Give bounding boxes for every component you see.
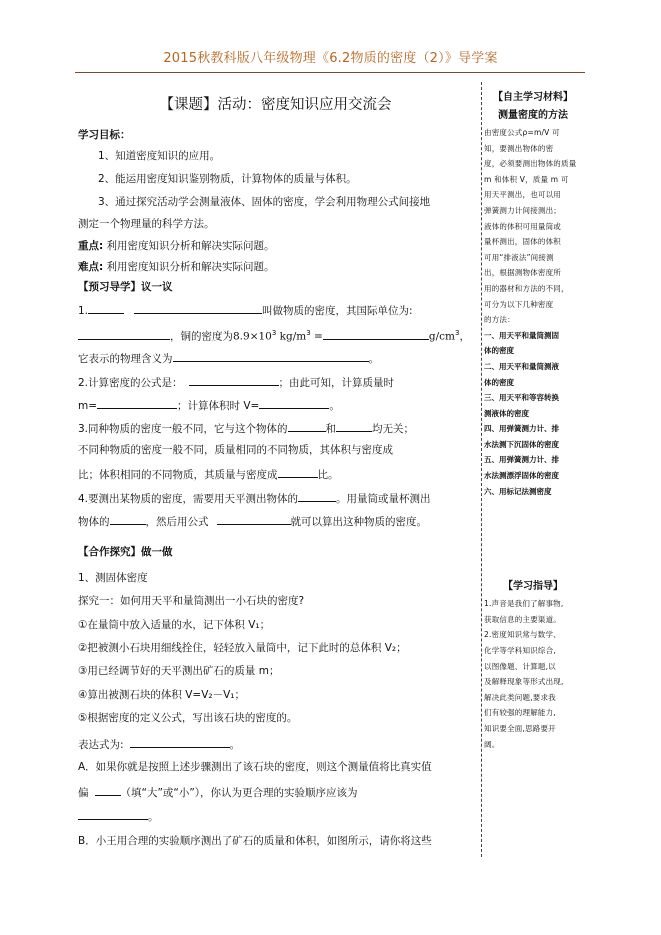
q1-end: 。 <box>368 353 379 365</box>
preview-q1-line2 <box>78 326 470 344</box>
q1-copper-text: ，铜的密度为 <box>170 330 233 343</box>
sidebar-line: 可分为以下几种密度 <box>484 299 554 309</box>
q3-end: 比。 <box>317 469 339 481</box>
q1-unit2-exp: 3 <box>454 329 460 337</box>
preview-q2-line2 <box>78 397 340 413</box>
sidebar-line: 出，根据测物体密度所 <box>484 268 561 278</box>
column-divider <box>481 82 482 857</box>
method-line: 五、用弹簧测力计、排 <box>484 455 559 465</box>
difficulty-label: 难点: <box>78 261 104 273</box>
question-a-line1: A．如果你就是按照上述步骤测出了该石块的密度，则这个测量值将比真实值 <box>78 761 432 773</box>
question-b-line1: B．小王用合理的实验顺序测出了矿石的质量和体积，如图所示，请你将这些 <box>78 835 432 847</box>
expression-label: 表达式为: <box>78 739 124 751</box>
header-rule <box>75 72 585 73</box>
sidebar-material-heading: 【自主学习材料】 <box>493 92 573 103</box>
objective-item: 测定一个物理量的科学方法。 <box>78 218 215 230</box>
q2-formula-blank[interactable] <box>189 374 279 386</box>
objectives-heading: 学习目标： <box>78 129 131 141</box>
q4-blank-formula[interactable] <box>217 513 291 525</box>
explore-step: ①在量筒中放入适量的水，记下体积 V₁； <box>78 619 271 631</box>
expression-line <box>78 736 240 752</box>
q3-blank-b[interactable] <box>336 420 372 432</box>
preview-q4 <box>78 490 431 506</box>
q4-text-d: ，然后用公式 <box>145 516 209 528</box>
preview-heading: 【预习导学】议一议 <box>78 281 173 293</box>
key-point-label: 重点: <box>78 240 104 252</box>
method-line: 体的密度 <box>484 377 514 387</box>
expression-end: 。 <box>229 739 241 751</box>
q1-blank-a[interactable] <box>88 302 124 314</box>
q1-suffix: 叫做物质的密度，其国际单位为: <box>262 305 413 317</box>
method-line: 水法测漂浮固体的密度 <box>484 471 559 481</box>
guide-line: 解决此类问题,要求我 <box>484 692 556 702</box>
q2-text-b: ；由此可知，计算质量时 <box>278 377 395 389</box>
q1-meaning-blank-b[interactable] <box>213 350 335 362</box>
question-a-end: 。 <box>148 811 159 823</box>
q1-convert-blank[interactable] <box>323 328 429 340</box>
q1-unit-blank[interactable] <box>78 328 170 340</box>
document-header-title: 2015秋教科版八年级物理《6.2物质的密度（2）》导学案 <box>163 51 498 66</box>
question-a-blank[interactable] <box>95 784 121 796</box>
q3-text-c: 均无关； <box>372 423 415 435</box>
preview-q3-line2: 不同种物质的密度一般不同，质量相同的不同物质，其体积与密度成 <box>78 444 393 456</box>
question-a-line2 <box>78 784 358 800</box>
key-point <box>78 239 275 253</box>
method-line: 测液体的密度 <box>484 408 529 418</box>
preview-q3-line3 <box>78 466 339 482</box>
explore-step: ⑤根据密度的定义公式，写出该石块的密度的。 <box>78 712 298 724</box>
sidebar-line: 用天平测出，也可以用 <box>484 190 561 200</box>
sidebar-line: 弹簧测力计间接测出； <box>484 205 561 215</box>
sidebar-line: 液体的体积可用量筒或 <box>484 221 561 231</box>
guide-line: 们有较强的理解能力, <box>484 708 556 718</box>
main-column <box>78 82 473 852</box>
q1-exp: 3 <box>271 329 277 337</box>
question-a-bias: 偏 <box>78 787 89 799</box>
sidebar-methods <box>484 328 582 500</box>
sidebar-line: 的方法： <box>484 315 515 325</box>
explore-step: ②把被测小石块用细线拴住，轻轻放入量筒中，记下此时的总体积 V₂； <box>78 642 407 654</box>
sidebar-line: 可用“排液法”间接测 <box>484 252 554 262</box>
guide-line: 1.声音是我们了解事物, <box>484 599 564 609</box>
explore-step: ④算出被测石块的体积 V=V₂－V₁； <box>78 689 246 701</box>
question-a-text: （填“大”或“小”），你认为更合理的实验顺序应该为 <box>120 787 358 799</box>
q1-equals: = <box>310 330 323 343</box>
preview-q1-line3 <box>78 350 379 366</box>
q2-text-a: 2.计算密度的公式是： <box>78 377 183 389</box>
q1-meaning-blank-a[interactable] <box>173 350 213 362</box>
method-line: 三、用天平和等容转换 <box>484 393 559 403</box>
guide-line: 以图像题、计算题,以 <box>484 661 556 671</box>
q4-blank-mass[interactable] <box>298 490 336 502</box>
q1-unit-exp: 3 <box>306 329 311 337</box>
explore-heading: 【合作探究】做一做 <box>78 546 173 558</box>
preview-q1 <box>78 302 413 318</box>
q4-text-a: 4.要测出某物质的密度，需要用天平测出物体的 <box>78 493 299 505</box>
guide-line: 及解释现象等形式出现, <box>484 677 564 687</box>
key-point-text: 利用密度知识分析和解决实际问题。 <box>106 240 275 252</box>
objective-item: 3、通过探究活动学会测量液体、固体的密度，学会利用物理公式间接地 <box>98 196 431 208</box>
sidebar-material-title: 测量密度的方法 <box>498 110 568 121</box>
q3-text-line3: 比；体积相同的不同物质，其质量与密度成 <box>78 469 278 481</box>
q3-blank-c[interactable] <box>278 466 318 478</box>
method-line: 体的密度 <box>484 346 514 356</box>
q4-blank-volume[interactable] <box>110 513 146 525</box>
q1-unit2: g/cm <box>428 330 455 343</box>
q4-text-c: 物体的 <box>78 516 110 528</box>
method-line: 四、用弹簧测力计、排 <box>484 424 559 434</box>
q2-volume-label: ；计算体积时 V= <box>177 400 260 412</box>
objective-item: 1、知道密度知识的应用。 <box>98 150 221 162</box>
q1-comma: ， <box>459 330 470 343</box>
method-line: 六、用标记法测密度 <box>484 486 552 496</box>
question-a-line3 <box>78 808 159 824</box>
q3-and: 和 <box>325 423 337 435</box>
sidebar-line: 量杯测出，固体的体积 <box>484 237 561 247</box>
q2-mass-label: m= <box>78 400 98 412</box>
sidebar-guide-heading: 【学习指导】 <box>503 581 563 593</box>
method-line: 二、用天平和量筒测液 <box>484 361 559 371</box>
q1-unit: kg/m <box>276 330 307 343</box>
explore-subheading: 1、测固体密度 <box>78 572 148 584</box>
q1-meaning-blank-c[interactable] <box>335 350 369 362</box>
q4-text-b: 。用量筒或量杯测出 <box>336 493 431 505</box>
expression-blank[interactable] <box>130 736 230 748</box>
guide-line: 获取信息的主要渠道。 <box>484 614 561 624</box>
q1-density-value: 8.9×10 <box>233 330 272 343</box>
explore-question: 探究一：如何用天平和量筒测出一小石块的密度? <box>78 595 305 607</box>
sidebar-line: 由密度公式ρ=m/V 可 <box>484 128 560 137</box>
question-a-order-blank[interactable] <box>78 808 148 820</box>
q1-number: 1. <box>78 305 89 317</box>
difficulty-text: 利用密度知识分析和解决实际问题。 <box>106 261 275 273</box>
preview-q3 <box>78 420 414 436</box>
sidebar-material-text <box>484 125 582 328</box>
q3-text-a: 3.同种物质的密度一般不同，它与这个物体的 <box>78 423 288 435</box>
objective-item: 2、能运用密度知识鉴别物质，计算物体的质量与体积。 <box>98 173 357 185</box>
preview-q2 <box>78 374 394 390</box>
sidebar-line: m 和体积 V，质量 m 可 <box>484 174 569 184</box>
lesson-title: 【课题】活动：密度知识应用交流会 <box>159 97 392 113</box>
q4-text-e: 就可以算出这种物质的密度。 <box>290 516 427 528</box>
guide-line: 化学等学科知识综合, <box>484 646 556 656</box>
sidebar-line: 度，必须要测出物体的质量 <box>484 159 577 169</box>
q2-end: 。 <box>329 400 340 412</box>
guide-line: 2.密度知识常与数学、 <box>484 630 561 640</box>
sidebar-guide-text <box>484 596 582 752</box>
q2-mass-blank[interactable] <box>97 397 177 409</box>
difficulty-point <box>78 260 275 274</box>
guide-line: 阔。 <box>484 739 500 749</box>
q1-meaning-text: 它表示的物理含义为 <box>78 353 173 365</box>
q1-blank-b[interactable] <box>134 302 262 314</box>
method-line: 水法测下沉固体的密度 <box>484 439 559 449</box>
explore-step: ③用已经调节好的天平测出矿石的质量 m； <box>78 665 280 677</box>
guide-line: 知识要全面,思路要开 <box>484 724 556 733</box>
sidebar <box>484 82 582 752</box>
q2-volume-blank[interactable] <box>259 397 329 409</box>
preview-q4-line2 <box>78 513 427 529</box>
q3-blank-a[interactable] <box>288 420 326 432</box>
sidebar-line: 用的器材和方法的不同， <box>484 283 569 293</box>
sidebar-line: 知，要测出物体的密 <box>484 143 554 153</box>
method-line: 一、用天平和量筒测固 <box>484 330 559 340</box>
